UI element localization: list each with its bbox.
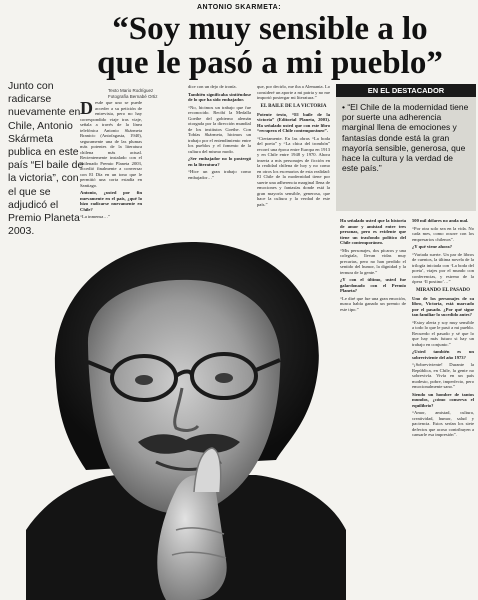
article-column-4 — [340, 218, 406, 314]
col5-paragraph-1: 500 mil dólares no anda mal. — [412, 218, 469, 223]
col2-question-2: ¿Ser embajador no lo postergó en la literatura? — [188, 156, 251, 167]
col1-answer-1: “La inmensa…” — [80, 214, 110, 219]
col1-paragraph-1: esde que uno se puede acceder a su petición de entrevista, pero no hay correspondido viaje tras viaje, señala a través de la línea telefónica Antonio Skármeta Branicic (Antofagasta, 1940), seguramente una de las plumas más potentes de la literatura chilena más actual. Recientemente instalado con el chilenado Premio Planeta 2003, accedió finalmente a conversar con El Día en un tono que le permitió una corta estadía en Santiago. — [80, 100, 142, 188]
col5-answer-4: “Amor, amistad, cultura, creatividad, humor, salud y paciencia. Estos serían los siete defectos que acoso contribuyen a cansarle esa impresión”. — [412, 410, 474, 437]
destacador-box — [336, 84, 476, 211]
col3-paragraph-1: que, por decirlo, me iba a Alemania. Lo consideré un aporte a mi patria y no me importó postergar mi literatura.” — [257, 84, 330, 100]
dropcap: D — [80, 98, 93, 118]
destacador-quote: • “El Chile de la modernidad tiene por suerte una adherencia marginal llena de emociones y fantasías donde está la gran mayoría sensible, generosa, que hace la cultura y la verdad de este país.” — [336, 97, 476, 211]
col4-answer-1: “Mis personajes, dos pícaros y una colegiala, llevan vidas muy precarias, pero no han perdido el sentido del humor, la dignidad y la ternura de la gente.” — [340, 247, 406, 275]
col4-answer-2: “Le diré que fue una gran emoción, nunca había ganado un premio de este tipo.” — [340, 295, 406, 312]
col3-answer-1: “Ciertamente. En las obras “La boda del poeta” y “La chica del trombón” recorrí una época entre Europa en 1913 y en Chile entre 1948 y 1970. Ahora inserta a mis personajes de ficción en la realidad chilena de hoy y no como en otros los escenarios de esta realidad: El Chile de la modernidad tiene por suerte una adherencia marginal llena de emociones y fantasías donde está la gran mayoría sensible, generosa, que hace la cultura y la verdad de este país.” — [257, 135, 330, 207]
kicker: ANTONIO SKARMETA: — [196, 4, 282, 11]
col5-answer-2: “Estoy alerta y soy muy sensible a todo lo que le pasó a mi pueblo. Recuerdo el pasado y sé que lo que hay más futuro si hay un trabajo en conjunto.” — [412, 319, 474, 347]
headline — [70, 12, 470, 80]
col4-question-2: ¿Y con el último, usted fue galardonado con el Premio Planeta? — [340, 277, 406, 293]
article-column-1 — [80, 100, 142, 222]
col5-answer-1: “Variada suerte. Un par de libros de cuentos, la última novela de la trilogía iniciada con ‘La boda del poeta’, viajes por el mundo con conferencias, y estreno de la ópera ‘Il postino’…” — [412, 251, 474, 284]
col5-paragraph-2: “Por otra solo sea en la vida. No cada mes, como ocurre con los empresarios chilenos”. — [412, 225, 474, 242]
photo-credit: Fotografía Bernabé Ortiz — [108, 94, 158, 99]
text-credit: Texto Mario Rodríguez — [108, 88, 154, 93]
col2-answer-2: “Hice un gran trabajo como embajador…” — [188, 169, 251, 180]
col5-question-3: ¿Usted también es un sobreviviente del año 1973? — [412, 349, 474, 360]
destacador-header: EN EL DESTACADOR — [336, 84, 476, 97]
col2-question-1: También significaba sintiéndose de lo que ha sido embajador. — [188, 91, 251, 102]
headline-line-2: que le pasó a mi pueblo” — [97, 45, 443, 81]
subheading-mirando: MIRANDO EL PASADO — [415, 287, 471, 293]
article-column-3 — [257, 84, 330, 209]
col5-question-1: ¿Y qué viene ahora? — [412, 244, 453, 249]
col2-answer-1: “No, hicimos un trabajo que fue reconocido. Recibí la Medalla Goethe del gobierno alemán otorgada por la dirección mundial de los institutos Goethe. Con Tobías Skármeta, hicimos un trabajo por el entendimiento entre los pueblos y el fomento de la cultura del mismo modo. — [188, 104, 251, 154]
col2-paragraph-1: dice con un dejo de ironía. — [188, 84, 237, 89]
col3-question-1: Potente texto, “El baile de la victoria” (Editorial Planeta, 2003). Ha señalado usted que con este libro “recupera el Chile contemporáneo”. — [257, 111, 330, 133]
credits — [108, 88, 188, 100]
portrait-photo — [26, 230, 346, 600]
col5-question-2: Uno de los personajes de su libro, Victoria, está marcado por el pasado. ¿Por qué sigue tan familiar lo sucedido antes? — [412, 295, 474, 317]
col4-question-1: Ha señalado usted que la historia de amor y amistad entre tres personas, pero es evidente que tiene un trasfondo político del Chile contemporáneo. — [340, 218, 406, 245]
headline-line-1: “Soy muy sensible a lo — [112, 11, 428, 47]
col5-question-4: Siendo un hombre de tantos mundos, ¿cómo conserva el equilibrio? — [412, 391, 474, 408]
col5-answer-3: “¡Sobreviviente! Durante la República, en Chile, la gente no sobrevivía. Vivía en un país modesto, pobre, imperfecto, pero emocionalmente sano.” — [412, 362, 474, 389]
col1-question-1: Antonio, ¿usted por fin nuevamente en el país, ¿qué lo hizo radicarse nuevamente en Chile? — [80, 190, 142, 212]
subheading-el-baile: EL BAILE DE LA VICTORIA — [260, 103, 327, 109]
article-column-5 — [412, 218, 474, 440]
intro-text: Junto con radicarse nuevamente en Chile, Antonio Skármeta publica en este país “El baile de la victoria”, con el que se adjudicó el Premio Planeta 2003. — [8, 80, 84, 238]
article-column-2 — [188, 84, 251, 182]
